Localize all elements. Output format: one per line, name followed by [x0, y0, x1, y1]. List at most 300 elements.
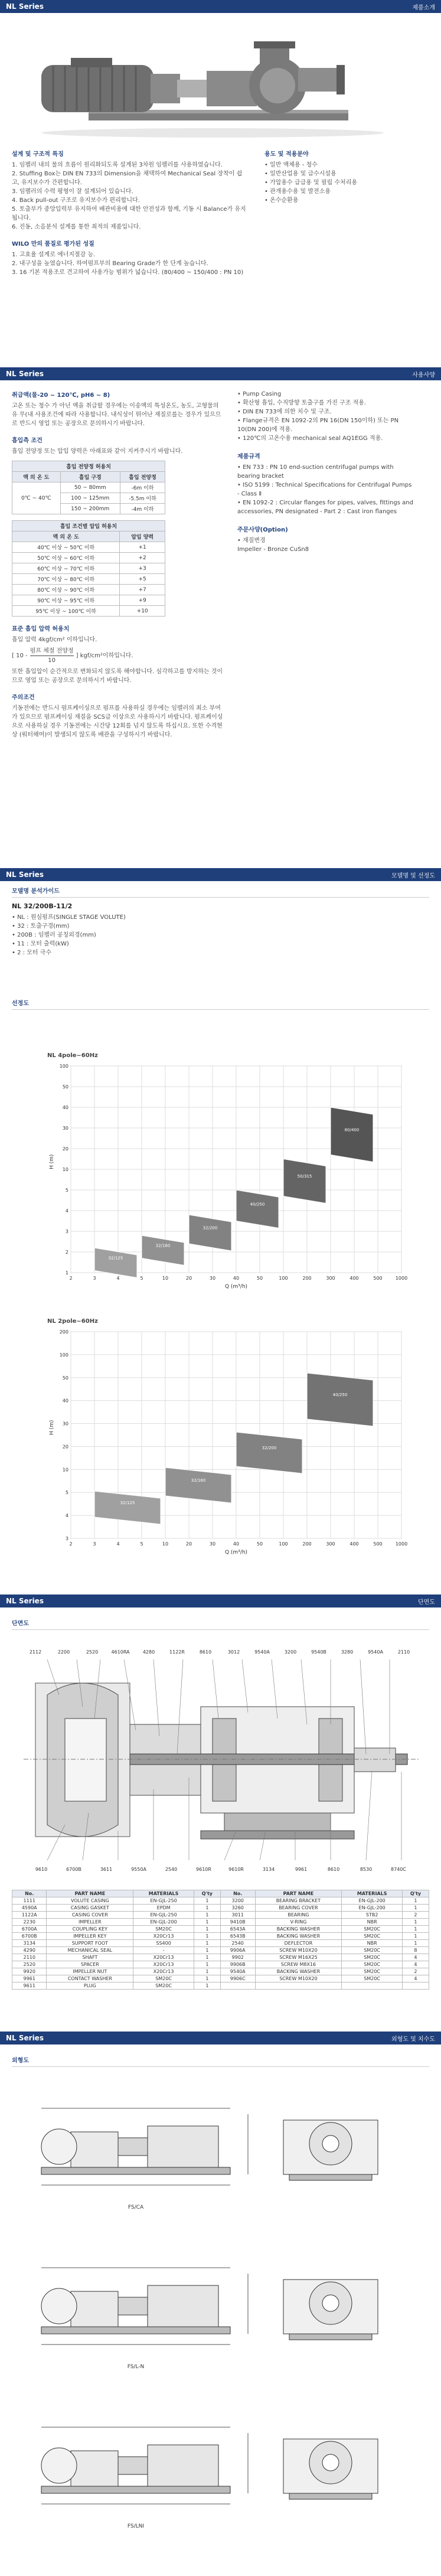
- spec-item: • EN 733 : PN 10 end-suction centrifugal pumps with bearing bracket: [237, 464, 394, 480]
- chart-svg: [47, 1060, 413, 1296]
- selection-region: [307, 1373, 373, 1426]
- table-cell: 150 ~ 200mm: [60, 504, 120, 514]
- selection-region: [283, 1159, 326, 1204]
- sectional-header: [0, 1618, 441, 1633]
- dims-drawings: [0, 2073, 441, 2569]
- table-cell: SS400: [133, 1940, 194, 1947]
- table-cell: 100 ~ 125mm: [60, 493, 120, 504]
- table-row: [12, 1975, 429, 1982]
- table-cell: NBR: [342, 1919, 403, 1926]
- region-label: 32/125: [120, 1501, 135, 1505]
- y-tick-label: 100: [59, 1064, 68, 1069]
- section-subtitle: 외형도 및 치수도: [391, 2036, 435, 2043]
- callout-label: 9540A: [254, 1649, 270, 1655]
- table-cell: SM20C: [342, 1933, 403, 1940]
- design-feature-4: 4. Back pull-out 구조로 유지보수가 편리합니다.: [12, 197, 140, 204]
- x-tick-label: 500: [373, 1276, 383, 1281]
- x-tick-label: 400: [349, 1541, 359, 1547]
- quality-item-1: 1. 고효율 설계로 에너지절감 능.: [12, 252, 96, 258]
- x-tick-label: 4: [116, 1276, 120, 1281]
- table-cell: BEARING: [255, 1912, 342, 1919]
- table-cell: +1: [120, 542, 165, 553]
- sectional-drawing: [0, 1636, 441, 1884]
- table-cell: 1: [194, 1940, 220, 1947]
- y-tick-label: 30: [62, 1421, 68, 1427]
- table-cell: 9961: [12, 1975, 47, 1982]
- callout-label: 3012: [227, 1649, 240, 1655]
- table-head: 액 의 온 도: [12, 472, 61, 482]
- dims-title: 외형도: [12, 2055, 429, 2067]
- table-cell: COUPLING KEY: [47, 1926, 133, 1933]
- y-tick-label: 20: [62, 1444, 68, 1450]
- table-row: [12, 1982, 429, 1990]
- table-cell: 70℃ 이상 ~ 80℃ 이하: [12, 574, 120, 585]
- table-cell: +5: [120, 574, 165, 585]
- table-cell: 90℃ 이상 ~ 95℃ 이하: [12, 595, 120, 606]
- table-cell: SCREW M10X20: [255, 1947, 342, 1954]
- callout-label: 2112: [29, 1649, 42, 1655]
- callout-label: 8740C: [391, 1867, 406, 1872]
- parts-table: [12, 1890, 429, 1990]
- table-cell: 50℃ 이상 ~ 60℃ 이하: [12, 553, 120, 563]
- x-tick-label: 3: [93, 1541, 96, 1547]
- model-legend-item: • 2 : 모터 극수: [12, 950, 51, 956]
- table-cell: EN-GJL-250: [133, 1897, 194, 1905]
- table-cell: 9920: [12, 1968, 47, 1975]
- parts-table-wrap: [0, 1890, 441, 1990]
- table-cell: 50 ~ 80mm: [60, 482, 120, 493]
- y-tick-label: 200: [59, 1329, 68, 1335]
- callout-label: 8530: [360, 1867, 373, 1872]
- callout-label: 3200: [284, 1649, 297, 1655]
- table-cell: -5.5m 이하: [120, 493, 165, 504]
- pressure-title: 표준 흡입 압력 허용치: [12, 626, 70, 632]
- table-cell: IMPELLER NUT: [47, 1968, 133, 1975]
- x-tick-label: 5: [140, 1276, 143, 1281]
- table-cell: SM20C: [133, 1982, 194, 1990]
- callout-label: 2200: [57, 1649, 70, 1655]
- usage-right-item: • Flange규격은 EN 1092-2의 PN 16(DN 150이하) 또는 PN 10(DN 200)에 적용.: [237, 418, 399, 433]
- table-cell: SM20C: [342, 1961, 403, 1968]
- selection-chart-4pole: [47, 1051, 413, 1299]
- table-cell: -: [133, 1947, 194, 1954]
- table-head: 흡입 전양정: [120, 472, 165, 482]
- y-tick-label: 40: [62, 1105, 68, 1110]
- dims-drawing-label: FS/LNI: [127, 2523, 145, 2529]
- section-title: NL Series: [6, 370, 44, 378]
- table-cell: EN-GJL-250: [133, 1912, 194, 1919]
- table-cell: 9906A: [220, 1947, 255, 1954]
- suction-pressure-table: [12, 520, 165, 617]
- table-cell: 1: [194, 1919, 220, 1926]
- y-tick-label: 10: [62, 1167, 68, 1172]
- table-cell: 2: [402, 1912, 429, 1919]
- callout-label: 8610: [327, 1867, 340, 1872]
- x-tick-label: 300: [326, 1276, 335, 1281]
- table-cell: -6m 이하: [120, 482, 165, 493]
- table-cell: VOLUTE CASING: [47, 1897, 133, 1905]
- chart-title: NL 2pole~60Hz: [47, 1318, 98, 1325]
- x-tick-label: 2: [69, 1276, 73, 1281]
- table-cell: 1: [194, 1947, 220, 1954]
- x-tick-label: 2: [69, 1541, 73, 1547]
- table-cell: SM20C: [342, 1975, 403, 1982]
- table-cell: 1: [194, 1933, 220, 1940]
- x-tick-label: 5: [140, 1541, 143, 1547]
- model-guide-title: 모델명 분석가이드: [12, 886, 429, 898]
- option-item: Impeller - Bronze CuSn8: [237, 546, 309, 553]
- table-cell: SCREW M16X25: [255, 1954, 342, 1961]
- table-cell: SM20C: [342, 1947, 403, 1954]
- table-cell: 1: [194, 1926, 220, 1933]
- y-tick-label: 40: [62, 1398, 68, 1404]
- formula-denominator: 10: [48, 657, 55, 664]
- table-cell: 1: [194, 1968, 220, 1975]
- callout-label: 9540A: [368, 1649, 383, 1655]
- table-row: [12, 1897, 429, 1905]
- x-tick-label: 30: [209, 1276, 216, 1281]
- x-tick-label: 4: [116, 1541, 120, 1547]
- section-subtitle: 단면도: [418, 1599, 435, 1606]
- callout-label: 9610R: [196, 1867, 211, 1872]
- table-cell: 1: [194, 1897, 220, 1905]
- table-cell: 1: [194, 1905, 220, 1912]
- table-cell: 6543B: [220, 1933, 255, 1940]
- callout-label: 2520: [86, 1649, 99, 1655]
- table-cell: 9902: [220, 1954, 255, 1961]
- design-feature-1: 1. 임펠러 내의 물의 흐름이 원리화되도록 설계된 3차원 임펠러를 사용하였습니다.: [12, 162, 223, 168]
- design-features: [12, 149, 248, 277]
- table-cell: 3011: [220, 1912, 255, 1919]
- formula-part: [ 10 -: [12, 653, 28, 659]
- x-tick-label: 100: [279, 1276, 288, 1281]
- table-cell: 1: [402, 1919, 429, 1926]
- y-tick-label: 5: [65, 1490, 68, 1496]
- table-cell: IMPELLER KEY: [47, 1933, 133, 1940]
- section-subtitle: 사용사양: [412, 371, 435, 379]
- y-tick-label: 10: [62, 1467, 68, 1473]
- table-cell: [342, 1982, 403, 1990]
- table-cell: 6543A: [220, 1926, 255, 1933]
- table-cell: 2: [402, 1968, 429, 1975]
- table-cell: +10: [120, 606, 165, 617]
- quality-title: WILO 만의 품질로 평가된 성질: [12, 241, 94, 247]
- table-cell: 80℃ 이상 ~ 90℃ 이하: [12, 585, 120, 595]
- formula-numerator: 펌프 체절 전양정: [30, 647, 74, 656]
- callout-label: 9961: [295, 1867, 308, 1872]
- table-cell: 9906B: [220, 1961, 255, 1968]
- callout-label: 9550A: [131, 1867, 146, 1872]
- usage-left: [12, 390, 224, 739]
- table-cell: SCREW M8X16: [255, 1961, 342, 1968]
- design-feature-6: 6. 진동, 소음분석 설계를 통한 최적의 제품입니다.: [12, 224, 141, 230]
- callout-label: 6700B: [66, 1867, 81, 1872]
- table-cell: 40℃ 이상 ~ 50℃ 이하: [12, 542, 120, 553]
- table-cell: +9: [120, 595, 165, 606]
- model-legend-item: • 200B : 임펠러 공칭외경(mm): [12, 932, 96, 938]
- model-block: [0, 886, 441, 969]
- callout-label: 9610: [35, 1867, 48, 1872]
- chart-title: NL 4pole~60Hz: [47, 1052, 98, 1059]
- table-cell: PLUG: [47, 1982, 133, 1990]
- design-feature-2: 2. Stuffing Box는 DIN EN 733의 Dimension을 채택하여 Mechanical Seal 장착이 쉽고, 유지보수가 간편합니다.: [12, 171, 243, 186]
- table-cell: +3: [120, 563, 165, 574]
- selection-chart-2pole: [47, 1317, 413, 1565]
- table-cell: SM20C: [133, 1975, 194, 1982]
- table-cell: +2: [120, 553, 165, 563]
- features-block: [0, 149, 441, 314]
- y-axis-label: H (m): [49, 1154, 55, 1169]
- table-cell: +7: [120, 585, 165, 595]
- table-row: [12, 553, 165, 563]
- selection-region: [331, 1107, 373, 1162]
- x-axis-label: Q (m³/h): [224, 1550, 248, 1556]
- table-row: [12, 1926, 429, 1933]
- y-tick-label: 50: [62, 1375, 68, 1381]
- design-feature-5: 5. 토출부가 중앙입력부 유지하여 배관비용에 대한 안전성과 함께, 기동 시 Balance가 유지됩니다.: [12, 206, 246, 221]
- table-head: PART NAME: [255, 1890, 342, 1897]
- table-row: [12, 1940, 429, 1947]
- applications: [264, 149, 418, 277]
- table-cell: CASING GASKET: [47, 1905, 133, 1912]
- table-row: [12, 1947, 429, 1954]
- table-cell: BEARING BRACKET: [255, 1897, 342, 1905]
- usage-right: [237, 390, 414, 739]
- region-label: 40/250: [250, 1202, 265, 1207]
- region-label: 32/200: [202, 1225, 218, 1231]
- application-item: • 일반 액체용 - 청수: [264, 162, 318, 168]
- suction-title: 흡입측 조건: [12, 438, 43, 444]
- table-cell: 4590A: [12, 1905, 47, 1912]
- table-cell: EPDM: [133, 1905, 194, 1912]
- table-cell: 9611: [12, 1982, 47, 1990]
- table-cell: CASING COVER: [47, 1912, 133, 1919]
- table-cell: IMPELLER: [47, 1919, 133, 1926]
- table-cell: 1: [194, 1975, 220, 1982]
- table-cell: 1111: [12, 1897, 47, 1905]
- table-cell: X20Cr13: [133, 1933, 194, 1940]
- quality-item-2: 2. 내구성을 높였습니다. 하여펌프부의 Bearing Grade가 한 단계 높습니다.: [12, 260, 208, 267]
- x-tick-label: 1000: [395, 1541, 408, 1547]
- table-cell: -4m 이하: [120, 504, 165, 514]
- caution-title: 주의조건: [12, 694, 35, 701]
- table-row: [12, 482, 165, 493]
- table-cell: 3260: [220, 1905, 255, 1912]
- model-legend-item: • 11 : 모터 출력(kW): [12, 941, 69, 947]
- callout-label: 2110: [397, 1649, 410, 1655]
- y-tick-label: 3: [65, 1536, 68, 1541]
- table-cell: 9410B: [220, 1919, 255, 1926]
- table-cell: V-RING: [255, 1919, 342, 1926]
- suction-text: 흡입 전양정 또는 압입 양력은 아래표와 같이 지켜주시기 바랍니다.: [12, 448, 183, 455]
- table-cell: SCREW M10X20: [255, 1975, 342, 1982]
- table-cell: 95℃ 이상 ~ 100℃ 이하: [12, 606, 120, 617]
- table-cell: 1: [402, 1940, 429, 1947]
- table-cell: BACKING WASHER: [255, 1926, 342, 1933]
- table-row: [12, 1912, 429, 1919]
- x-tick-label: 200: [302, 1276, 312, 1281]
- table-cell: EN-GJL-200: [133, 1919, 194, 1926]
- x-tick-label: 40: [233, 1541, 240, 1547]
- option-item: • 재질변경: [237, 537, 266, 544]
- spec-item: • ISO 5199 : Technical Specifications for Centrifugal Pumps - Class Ⅱ: [237, 482, 412, 497]
- table-cell: SPACER: [47, 1961, 133, 1968]
- table-cell: SHAFT: [47, 1954, 133, 1961]
- table-cell: CONTACT WASHER: [47, 1975, 133, 1982]
- callout-label: 1122R: [169, 1649, 185, 1655]
- table-head: 흡입 구경: [60, 472, 120, 482]
- application-item: • 가압용수 급급용 및 필립 수처리용: [264, 180, 358, 186]
- table-cell: 1: [402, 1905, 429, 1912]
- table-cell: 8: [402, 1947, 429, 1954]
- y-tick-label: 2: [65, 1250, 68, 1255]
- section-title: NL Series: [6, 2034, 44, 2042]
- table-row: [12, 1961, 429, 1968]
- table-cell: BEARING COVER: [255, 1905, 342, 1912]
- application-item: • 관개용수용 및 발전소용: [264, 188, 331, 195]
- x-tick-label: 20: [185, 1276, 192, 1281]
- table-cell: SM20C: [342, 1926, 403, 1933]
- usage-block: [0, 390, 441, 839]
- region-label: 40/250: [332, 1393, 348, 1397]
- table-cell: 6700A: [12, 1926, 47, 1933]
- callout-label: 9540B: [311, 1649, 326, 1655]
- chart-svg: [47, 1326, 413, 1562]
- table-title: 흡입 전양정 허용치: [12, 461, 165, 472]
- region-label: 32/200: [262, 1446, 277, 1450]
- callout-label: 4610RA: [111, 1649, 130, 1655]
- table-cell: 2540: [220, 1940, 255, 1947]
- region-label: 80/400: [344, 1127, 360, 1133]
- table-cell: 4: [402, 1961, 429, 1968]
- section-subtitle: 모델명 및 선정도: [391, 872, 435, 879]
- selection-header: [0, 998, 441, 1013]
- quality-item-3: 3. 16 기본 적용조로 견고하여 사용가능 범위가 넓습니다. (80/400 ~ 150/400 : PN 10): [12, 269, 244, 276]
- y-tick-label: 3: [65, 1229, 68, 1234]
- section-title: NL Series: [6, 1597, 44, 1605]
- section-bar-intro: [0, 0, 441, 13]
- x-tick-label: 50: [256, 1276, 263, 1281]
- region-label: 50/315: [297, 1174, 312, 1179]
- usage-right-item: • Pump Casing: [237, 391, 282, 397]
- table-row: [12, 563, 165, 574]
- section-bar-sectional: [0, 1594, 441, 1607]
- x-tick-label: 200: [302, 1541, 312, 1547]
- callout-label: 3280: [341, 1649, 354, 1655]
- table-cell: 3134: [12, 1940, 47, 1947]
- table-cell: 4: [402, 1954, 429, 1961]
- table-cell: [402, 1982, 429, 1990]
- suction-head-table: [12, 461, 165, 514]
- usage-right-item: • 120℃의 고온수용 mechanical seal AQ1EGG 적용.: [237, 435, 383, 442]
- section-title: NL Series: [6, 2, 44, 11]
- model-name: NL 32/200B-11/2: [12, 902, 73, 910]
- section-title: NL Series: [6, 870, 44, 879]
- table-title: 흡입 조건별 압입 허용치: [12, 521, 165, 531]
- table-cell: STB2: [342, 1912, 403, 1919]
- applications-title: 용도 및 적용분야: [264, 151, 309, 158]
- region-label: 32/160: [191, 1478, 206, 1483]
- table-row: [12, 585, 165, 595]
- spec-item: • EN 1092-2 : Circular flanges for pipes, valves, fittings and accessories, PN designated - Part 2 : Cast iron flanges: [237, 500, 413, 515]
- callout-label: 8610: [199, 1649, 212, 1655]
- design-feature-3: 3. 임펠러의 수력 평형이 잘 설계되어 있습니다.: [12, 188, 133, 195]
- table-cell: SM20C: [133, 1926, 194, 1933]
- y-tick-label: 30: [62, 1126, 68, 1131]
- table-cell: 2110: [12, 1954, 47, 1961]
- table-cell: 6700B: [12, 1933, 47, 1940]
- table-cell: DEFLECTOR: [255, 1940, 342, 1947]
- callout-label: 3134: [262, 1867, 275, 1872]
- usage-right-item: • 확산형 흡입, 수직방향 토출구를 가진 구조 적용.: [237, 400, 367, 406]
- x-tick-label: 1000: [395, 1276, 408, 1281]
- table-row: [12, 542, 165, 553]
- table-cell: SUPPORT FOOT: [47, 1940, 133, 1947]
- table-cell: 1: [402, 1933, 429, 1940]
- table-cell: EN-GJL-200: [342, 1905, 403, 1912]
- table-head: MATERIALS: [133, 1890, 194, 1897]
- y-tick-label: 4: [65, 1513, 68, 1519]
- sectional-title: 단면도: [12, 1618, 429, 1630]
- callout-label: 4280: [142, 1649, 155, 1655]
- formula-note: 또한 흡입압이 순간적으로 변화되지 않도록 해야합니다. 심각하고를 방지하는 것이므로 영업 또는 공장으로 문의하시기 바랍니다.: [12, 669, 223, 684]
- table-cell: SM20C: [342, 1968, 403, 1975]
- table-cell: 0℃ ~ 40℃: [12, 482, 61, 514]
- table-cell: 2230: [12, 1919, 47, 1926]
- table-cell: BACKING WASHER: [255, 1933, 342, 1940]
- x-tick-label: 10: [162, 1276, 169, 1281]
- section-bar-usage: [0, 367, 441, 380]
- table-cell: BACKING WASHER: [255, 1968, 342, 1975]
- table-head: MATERIALS: [342, 1890, 403, 1897]
- table-cell: 3200: [220, 1897, 255, 1905]
- table-cell: MECHANICAL SEAL: [47, 1947, 133, 1954]
- y-tick-label: 1: [65, 1270, 68, 1276]
- callout-label: 2540: [165, 1867, 178, 1872]
- table-cell: SM20C: [342, 1954, 403, 1961]
- table-cell: 9906C: [220, 1975, 255, 1982]
- table-cell: X20Cr13: [133, 1961, 194, 1968]
- application-item: • 온수순환용: [264, 197, 299, 204]
- region-label: 32/125: [108, 1256, 123, 1261]
- table-row: [12, 574, 165, 585]
- table-row: [12, 595, 165, 606]
- x-tick-label: 30: [209, 1541, 216, 1547]
- y-tick-label: 20: [62, 1146, 68, 1152]
- y-axis-label: H (m): [49, 1420, 55, 1435]
- x-tick-label: 100: [279, 1541, 288, 1547]
- model-legend-item: • 32 : 토출구경(mm): [12, 923, 70, 930]
- x-tick-label: 500: [373, 1541, 383, 1547]
- table-cell: 4290: [12, 1947, 47, 1954]
- table-cell: X20Cr13: [133, 1954, 194, 1961]
- y-tick-label: 50: [62, 1084, 68, 1090]
- liquid-title: 취급액(물-20 ~ 120℃, pH6 ~ 8): [12, 392, 110, 399]
- selection-region: [236, 1432, 302, 1473]
- x-tick-label: 40: [233, 1276, 240, 1281]
- table-cell: 2520: [12, 1961, 47, 1968]
- table-cell: 4: [402, 1975, 429, 1982]
- x-tick-label: 50: [256, 1541, 263, 1547]
- section-bar-model: [0, 868, 441, 881]
- x-tick-label: 400: [349, 1276, 359, 1281]
- table-cell: 1: [402, 1926, 429, 1933]
- x-tick-label: 300: [326, 1541, 335, 1547]
- table-cell: 1122A: [12, 1912, 47, 1919]
- table-head: No.: [12, 1890, 47, 1897]
- y-tick-label: 5: [65, 1188, 68, 1193]
- formula-part: ] kgf/cm²이하입니다.: [76, 653, 133, 659]
